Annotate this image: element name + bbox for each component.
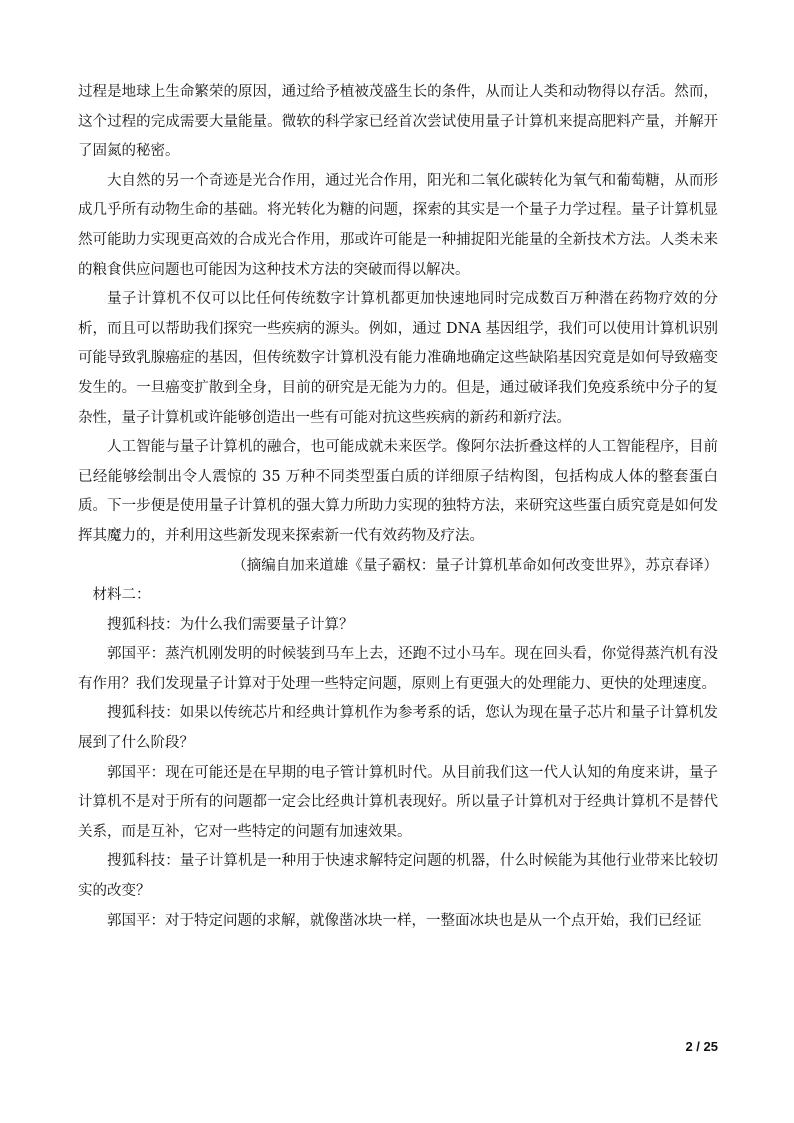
interview-answer-3: 郭国平：对于特定问题的求解，就像凿冰块一样，一整面冰块也是从一个点开始，我们已经证 (107, 912, 702, 929)
paragraph-ai-medicine: 人工智能与量子计算机的融合，也可能成就未来医学。像阿尔法折叠这样的人工智能程序，目前已经能够绘制出令人震惊的 35 万种不同类型蛋白质的详细原子结构图，包括构成人体的整套蛋白质。下一步便是使用量子计算机的强大算力所助力实现的独特方法，来研究这些蛋白质究竟是如何发挥其魔力的，并利用这些新发现来探索新一代有效药物及疗法。 (78, 439, 718, 544)
source-citation: （摘编自加来道雄《量子霸权：量子计算机革命如何改变世界》，苏京春译） (232, 557, 718, 574)
document-body (78, 78, 718, 936)
paragraph-continuation: 过程是地球上生命繁荣的原因，通过给予植被茂盛生长的条件，从而让人类和动物得以存活。然而，这个过程的完成需要大量能量。微软的科学家已经首次尝试使用量子计算机来提高肥料产量，并解开了固氮的秘密。 (78, 84, 718, 160)
interview-question-2: 搜狐科技：如果以传统芯片和经典计算机作为参考系的话，您认为现在量子芯片和量子计算机发展到了什么阶段？ (78, 705, 718, 752)
paragraph-photosynthesis: 大自然的另一个奇迹是光合作用，通过光合作用，阳光和二氧化碳转化为氧气和葡萄糖，从而形成几乎所有动物生命的基础。将光转化为糖的问题，探索的其实是一个量子力学过程。量子计算机显然可能助力实现更高效的合成光合作用，那或许可能是一种捕捉阳光能量的全新技术方法。人类未来的粮食供应问题也可能因为这种技术方法的突破而得以解决。 (78, 172, 718, 278)
paragraph-drug-analysis: 量子计算机不仅可以比任何传统数字计算机都更加快速地同时完成数百万种潜在药物疗效的分析，而且可以帮助我们探究一些疾病的源头。例如，通过 DNA 基因组学，我们可以使用计算机识别可能导致乳腺癌症的基因，但传统数字计算机没有能力准确地确定这些缺陷基因究竟是如何导致癌变发生的。一旦癌变扩散到全身，目前的研究是无能为力的。但是，通过破译我们免疫系统中分子的复杂性，量子计算机或许能够创造出一些有可能对抗这些疾病的新药和新疗法。 (78, 291, 718, 426)
page-number: 2 / 25 (685, 1039, 718, 1054)
interview-answer-1: 郭国平：蒸汽机刚发明的时候装到马车上去，还跑不过小马车。现在回头看，你觉得蒸汽机有没有作用？我们发现量子计算对于处理一些特定问题，原则上有更强大的处理能力、更快的处理速度。 (78, 646, 718, 692)
interview-answer-2: 郭国平：现在可能还是在早期的电子管计算机时代。从目前我们这一代人认知的角度来讲，量子计算机不是对于所有的问题都一定会比经典计算机表现好。所以量子计算机对于经典计算机不是替代关系，而是互补，它对一些特定的问题有加速效果。 (78, 764, 718, 840)
interview-question-1: 搜狐科技：为什么我们需要量子计算？ (107, 616, 354, 633)
interview-question-3: 搜狐科技：量子计算机是一种用于快速求解特定问题的机器，什么时候能为其他行业带来比较切实的改变？ (78, 853, 718, 900)
material-two-heading: 材料二： (92, 587, 151, 604)
